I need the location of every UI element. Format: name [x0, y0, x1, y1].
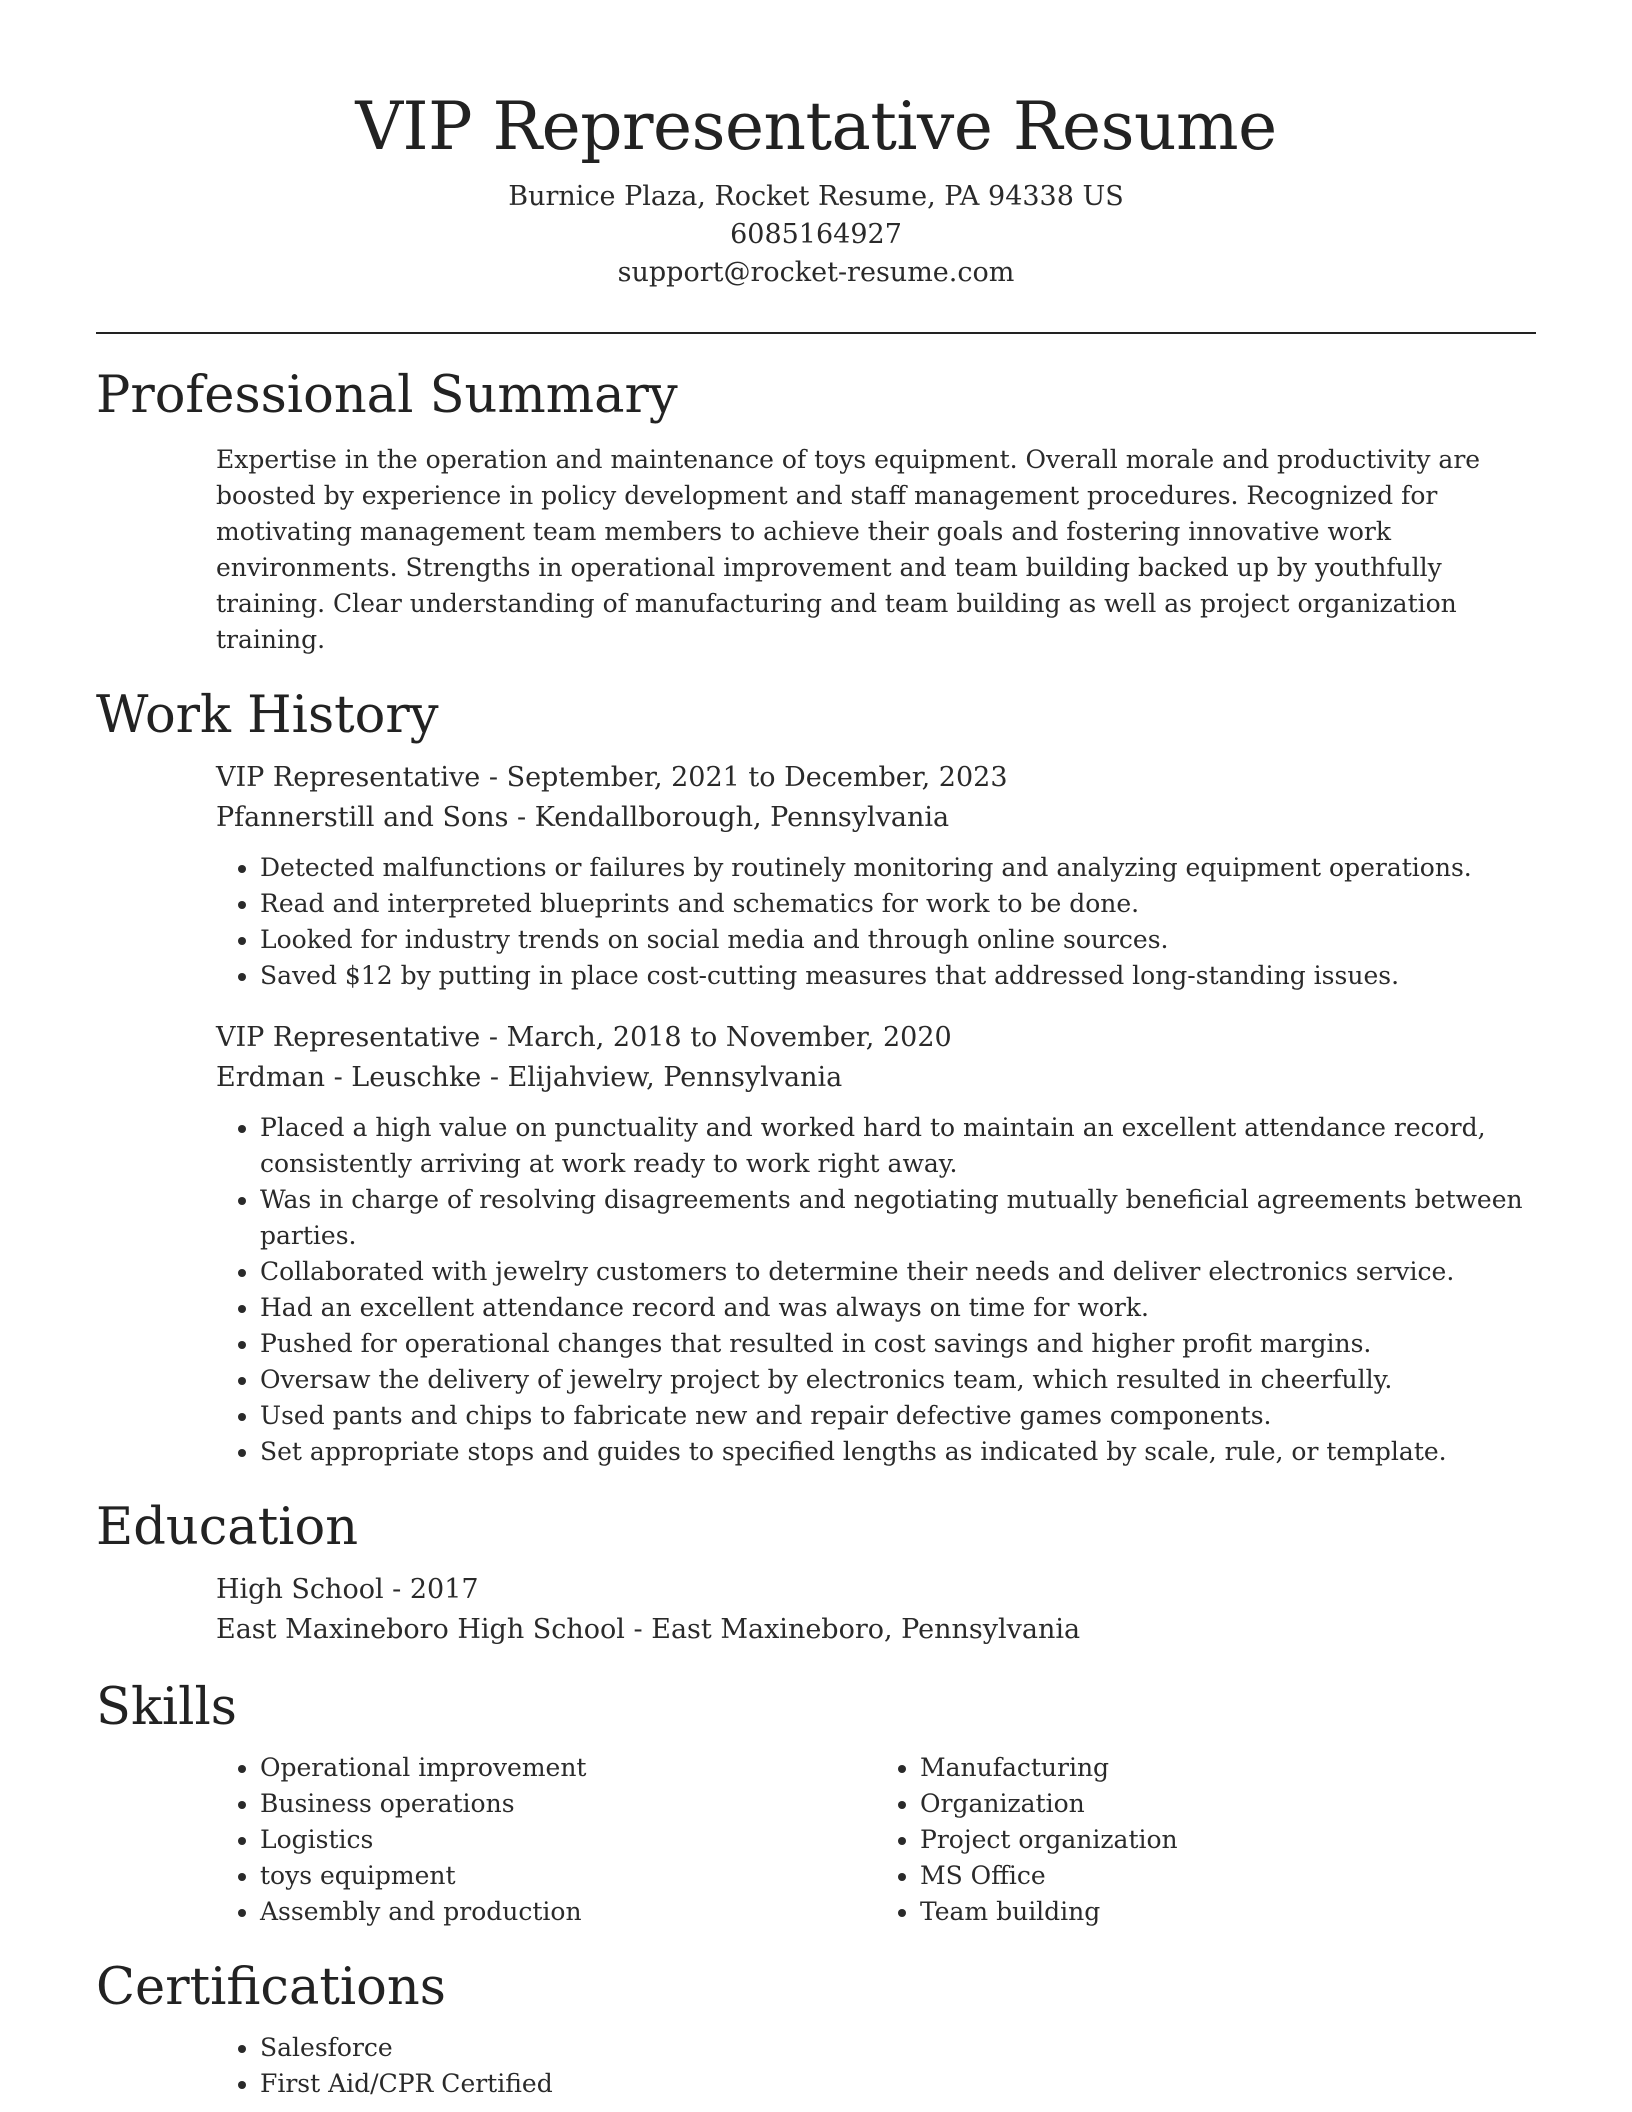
education-entry	[216, 1570, 1536, 1650]
job-role: VIP Representative	[216, 762, 481, 793]
summary-text: Expertise in the operation and maintenance of toys equipment. Overall morale and productivity are boosted by experience in policy development and staff management procedures. Recognized for motivating management team members to achieve their goals and fostering innovative work environments. Strengths in operational improvement and team building backed up by youthfully training. Clear understanding of manufacturing and team building as well as project organization training.	[216, 445, 1481, 654]
certifications-list	[216, 2030, 1536, 2102]
skill-item: • Business operations	[260, 1786, 876, 1822]
skill-item: • toys equipment	[260, 1858, 876, 1894]
job-location: - Elijahview, Pennsylvania	[481, 1062, 843, 1093]
phone-text: 6085164927	[730, 219, 902, 250]
list-item: • Had an excellent attendance record and was always on time for work.	[260, 1290, 1536, 1326]
skill-item: • Assembly and production	[260, 1894, 876, 1930]
skill-item: • MS Office	[920, 1858, 1536, 1894]
degree-line	[216, 1570, 1536, 1610]
skill-item: • Organization	[920, 1786, 1536, 1822]
address-text: Burnice Plaza, Rocket Resume, PA 94338 US	[508, 181, 1124, 212]
resume-page	[96, 0, 1536, 2102]
certifications-section	[96, 1956, 1536, 2102]
resume-header	[96, 0, 1536, 292]
job-company: Erdman - Leuschke	[216, 1062, 482, 1093]
certifications-heading: Certifications	[96, 1958, 446, 2017]
skills-grid	[216, 1750, 1536, 1930]
skill-item: • Manufacturing	[920, 1750, 1536, 1786]
job-title-line	[216, 1018, 1536, 1058]
skill-item: • Operational improvement	[260, 1750, 876, 1786]
list-item: • Oversaw the delivery of jewelry project by electronics team, which resulted in cheerfully.	[260, 1362, 1536, 1398]
list-item: • Pushed for operational changes that resulted in cost savings and higher profit margins.	[260, 1326, 1536, 1362]
job-location: - Kendallborough, Pennsylvania	[508, 802, 950, 833]
certification-item: • First Aid/CPR Certified	[260, 2066, 1536, 2102]
list-item: • Was in charge of resolving disagreements and negotiating mutually beneficial agreements between parties.	[260, 1182, 1536, 1254]
job-company: Pfannerstill and Sons	[216, 802, 509, 833]
list-item: • Detected malfunctions or failures by routinely monitoring and analyzing equipment operations.	[260, 850, 1536, 886]
contact-info	[96, 178, 1536, 292]
job-dates: - March, 2018 to November, 2020	[480, 1022, 952, 1053]
job-company-line	[216, 798, 1536, 838]
list-item: • Used pants and chips to fabricate new and repair defective games components.	[260, 1398, 1536, 1434]
education-section	[96, 1496, 1536, 1650]
email-text: support@rocket-resume.com	[617, 257, 1015, 288]
skills-list-right	[876, 1750, 1536, 1930]
header-divider	[96, 332, 1536, 334]
job-entry	[216, 758, 1536, 994]
school-line	[216, 1610, 1536, 1650]
degree-year: - 2017	[383, 1574, 479, 1605]
list-item: • Read and interpreted blueprints and schematics for work to be done.	[260, 886, 1536, 922]
job-duties-list	[216, 850, 1536, 994]
job-company-line	[216, 1058, 1536, 1098]
list-item: • Placed a high value on punctuality and worked hard to maintain an excellent attendance record, consistently arriving at work ready to work right away.	[260, 1110, 1536, 1182]
job-entry	[216, 1018, 1536, 1470]
summary-heading: Professional Summary	[96, 366, 678, 425]
school-location: - East Maxineboro, Pennsylvania	[624, 1614, 1081, 1645]
job-role: VIP Representative	[216, 1022, 481, 1053]
skills-list-left	[216, 1750, 876, 1930]
list-item: • Saved $12 by putting in place cost-cutting measures that addressed long-standing issues.	[260, 958, 1536, 994]
certification-item: • Salesforce	[260, 2030, 1536, 2066]
skills-heading: Skills	[96, 1678, 237, 1737]
summary-section	[96, 364, 1536, 658]
job-title-line	[216, 758, 1536, 798]
degree-name: High School	[216, 1574, 384, 1605]
skills-section	[96, 1676, 1536, 1930]
list-item: • Looked for industry trends on social media and through online sources.	[260, 922, 1536, 958]
job-dates: - September, 2021 to December, 2023	[480, 762, 1008, 793]
job-duties-list	[216, 1110, 1536, 1470]
skill-item: • Team building	[920, 1894, 1536, 1930]
work-history-section	[96, 684, 1536, 1470]
school-name: East Maxineboro High School	[216, 1614, 625, 1645]
skill-item: • Logistics	[260, 1822, 876, 1858]
skill-item: • Project organization	[920, 1822, 1536, 1858]
work-history-heading: Work History	[96, 686, 439, 745]
education-heading: Education	[96, 1498, 359, 1557]
list-item: • Set appropriate stops and guides to specified lengths as indicated by scale, rule, or template.	[260, 1434, 1536, 1470]
page-title: VIP Representative Resume	[355, 88, 1277, 165]
list-item: • Collaborated with jewelry customers to determine their needs and deliver electronics service.	[260, 1254, 1536, 1290]
